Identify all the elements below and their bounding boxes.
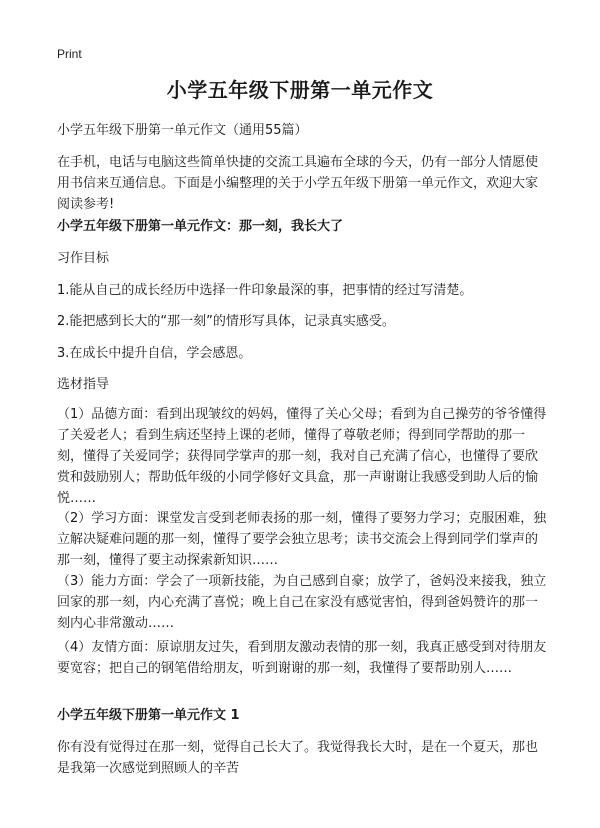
section-heading-2: 小学五年级下册第一单元作文 1 (57, 708, 240, 723)
page-title: 小学五年级下册第一单元作文 (166, 78, 434, 102)
material-item-2: （2）学习方面：课堂发言受到老师表扬的那一刻，懂得了要努力学习；克服困难，独立解决疑难问题的那一刻，懂得了要学会独立思考；读书交流会上得到同学们掌声的那一刻，懂得了要主动探索新知识…… (57, 511, 547, 568)
subtitle: 小学五年级下册第一单元作文（通用55篇） (57, 123, 308, 138)
goal-item-2: 2.能把感到长大的“那一刻”的情形写具体，记录真实感受。 (57, 314, 395, 329)
material-item-1: （1）品德方面：看到出现皱纹的妈妈，懂得了关心父母；看到为自己操劳的爷爷懂得了关爱老人；看到生病还坚持上课的老师，懂得了尊敬老师；得到同学帮助的那一刻，懂得了关爱同学；获得同学掌声的那一刻，我对自己充满了信心，也懂得了要欣赏和鼓励别人；帮助低年级的小同学修好文具盒，那一声谢谢让我感受到助人后的愉悦…… (57, 407, 547, 506)
goal-item-1: 1.能从自己的成长经历中选择一件印象最深的事，把事情的经过写清楚。 (57, 283, 473, 298)
material-item-3: （3）能力方面：学会了一项新技能，为自己感到自豪；放学了，爸妈没来接我，独立回家的那一刻，内心充满了喜悦；晚上自己在家没有感觉害怕，得到爸妈赞许的那一刻内心非常激动…… (57, 574, 547, 631)
intro-paragraph: 在手机，电话与电脑这些简单快捷的交流工具遍布全球的今天，仍有一部分人情愿使用书信来互通信息。下面是小编整理的关于小学五年级下册第一单元作文，欢迎大家阅读参考! (57, 155, 539, 212)
goal-item-3: 3.在成长中提升自信，学会感恩。 (57, 346, 252, 361)
material-item-4: （4）友情方面：原谅朋友过失，看到朋友激动表情的那一刻，我真正感受到对待朋友要宽容；把自己的钢笔借给朋友，听到谢谢的那一刻，我懂得了要帮助别人…… (57, 640, 547, 676)
essay-paragraph-1: 你有没有觉得过在那一刻，觉得自己长大了。我觉得我长大时，是在一个夏天，那也是我第一次感觉到照顾人的辛苦 (57, 740, 539, 776)
section-heading-1: 小学五年级下册第一单元作文：那一刻，我长大了 (57, 219, 344, 234)
print-link[interactable]: Print (57, 47, 82, 61)
material-heading: 选材指导 (57, 377, 110, 392)
goal-heading: 习作目标 (57, 251, 110, 266)
